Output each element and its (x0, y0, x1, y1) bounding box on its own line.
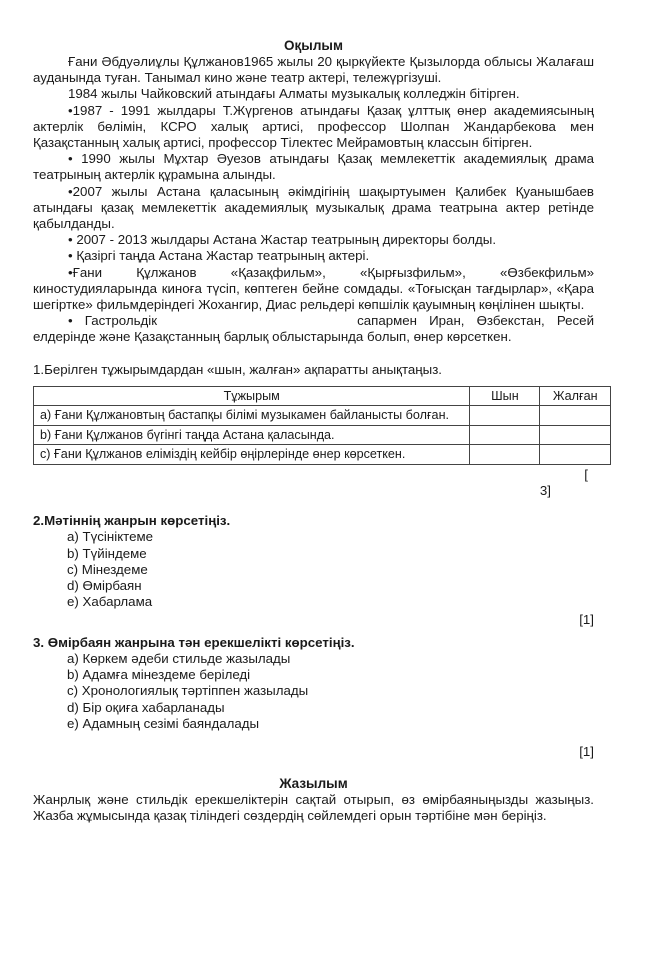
q2-option-a[interactable]: a) Түсініктеме (67, 529, 154, 545)
statement-a: a) Ғани Құлжановтың бастапқы білімі музыкамен байланысты болған. (34, 406, 470, 426)
bio-bullet-current: • Қазіргі таңда Астана Жастар театрының актері. (68, 248, 370, 264)
q2-option-b[interactable]: b) Түйіндеме (67, 545, 147, 561)
bio-bullet-tours (33, 313, 594, 345)
bio-bullet-1987: •1987 - 1991 жылдары Т.Жүргенов атындағы Қазақ ұлттық өнер академиясының актерлік бөлімін, КСРО халық артисі, профессор Шолпан Жандарбекова мен Қазақстанның халық артисі, профессор Тілектес Мейрамовтың классын бітірген. (33, 102, 594, 151)
q3-option-b[interactable]: b) Адамға мінездеме беріледі (67, 667, 251, 683)
header-false: Жалған (540, 386, 611, 406)
true-false-table (33, 386, 611, 465)
answer-true-a[interactable] (470, 406, 540, 426)
reading-title: Оқылым (284, 38, 343, 53)
statement-c: c) Ғани Құлжанов еліміздің кейбір өңірлерінде өнер көрсеткен. (34, 445, 470, 465)
answer-false-b[interactable] (540, 425, 611, 445)
writing-task-text: Жанрлық және стильдік ерекшеліктерін сақтай отырып, өз өмірбаяныңызды жазыңыз. Жазба жұмысында қазақ тіліндегі сөздердің сөйлемдегі орын тәртібіне мән беріңіз. (33, 792, 594, 824)
question-3-title: 3. Өмірбаян жанрына тән ерекшелікті көрсетіңіз. (33, 634, 355, 650)
q2-option-c[interactable]: c) Мінездеме (67, 561, 148, 577)
q3-option-a[interactable]: a) Көркем әдеби стильде жазылады (67, 650, 291, 666)
bio-education-paragraph: 1984 жылы Чайковский атындағы Алматы музыкалық колледжін бітірген. (68, 86, 520, 102)
q3-option-c[interactable]: c) Хронологиялық тәртіппен жазылады (67, 683, 309, 699)
bio-bullet-2007: •2007 жылы Астана қаласының әкімдігінің шақыртуымен Қалибек Қуанышбаев атындағы қазақ мемлекеттік академиялық музыкалық драма театрына актер ретінде қабылданды. (33, 183, 594, 232)
bio-bullet-1990: • 1990 жылы Мұхтар Әуезов атындағы Қазақ мемлекеттік академиялық драма театрының актерлік құрамына алынды. (33, 151, 594, 183)
table-header-row (34, 386, 611, 406)
table-row (34, 406, 611, 426)
question-2-title: 2.Мәтіннің жанрын көрсетіңіз. (33, 513, 231, 529)
answer-true-c[interactable] (470, 445, 540, 465)
q1-score-open: [ (584, 466, 588, 482)
q2-options (67, 529, 594, 610)
bio-bullet-films: •Ғани Құлжанов «Қазақфильм», «Қырғызфильм», «Өзбекфильм» киностудияларында киноға түсіп, көптеген бейне сомдады. «Тоғысқан тағдырлар», «Қара шегіртке» фильмдеріндегі Жохангир, Диас рельдері көпшілік қауымның көңілінен шықты. (33, 264, 594, 313)
q3-option-e[interactable]: e) Адамның сезімі баяндалады (67, 715, 260, 731)
statement-b: b) Ғани Құлжанов бүгінгі таңда Астана қаласында. (34, 425, 470, 445)
q3-score: [1] (579, 743, 594, 759)
q2-option-d[interactable]: d) Өмірбаян (67, 578, 142, 594)
q1-score-close: 3] (539, 483, 551, 499)
answer-false-a[interactable] (540, 406, 611, 426)
tours-text-start: • Гастрольдік (68, 313, 158, 329)
q2-score: [1] (579, 612, 594, 628)
bio-bullet-director: • 2007 - 2013 жылдары Астана Жастар театрының директоры болды. (68, 232, 497, 248)
q2-option-e[interactable]: e) Хабарлама (67, 594, 153, 610)
q3-option-d[interactable]: d) Бір оқиға хабарланады (67, 699, 225, 715)
bio-intro-paragraph: Ғани Әбдуәлиұлы Құлжанов1965 жылы 20 қыркүйекте Қызылорда облысы Жалағаш ауданында туған. Танымал кино және театр актері, тележүргізуші. (33, 54, 594, 86)
table-row (34, 445, 611, 465)
table-row (34, 425, 611, 445)
q3-options (67, 651, 594, 732)
header-statement: Тұжырым (34, 386, 470, 406)
writing-title: Жазылым (279, 776, 348, 792)
tours-text-end: сапармен Иран, Өзбекстан, Ресей елдерінде және Қазақстанның барлық облыстарында болып, өнер көрсеткен. (33, 313, 594, 345)
question-1-title: 1.Берілген тұжырымдардан «шын, жалған» ақпаратты анықтаңыз. (33, 361, 442, 377)
answer-false-c[interactable] (540, 445, 611, 465)
answer-true-b[interactable] (470, 425, 540, 445)
header-true: Шын (470, 386, 540, 406)
